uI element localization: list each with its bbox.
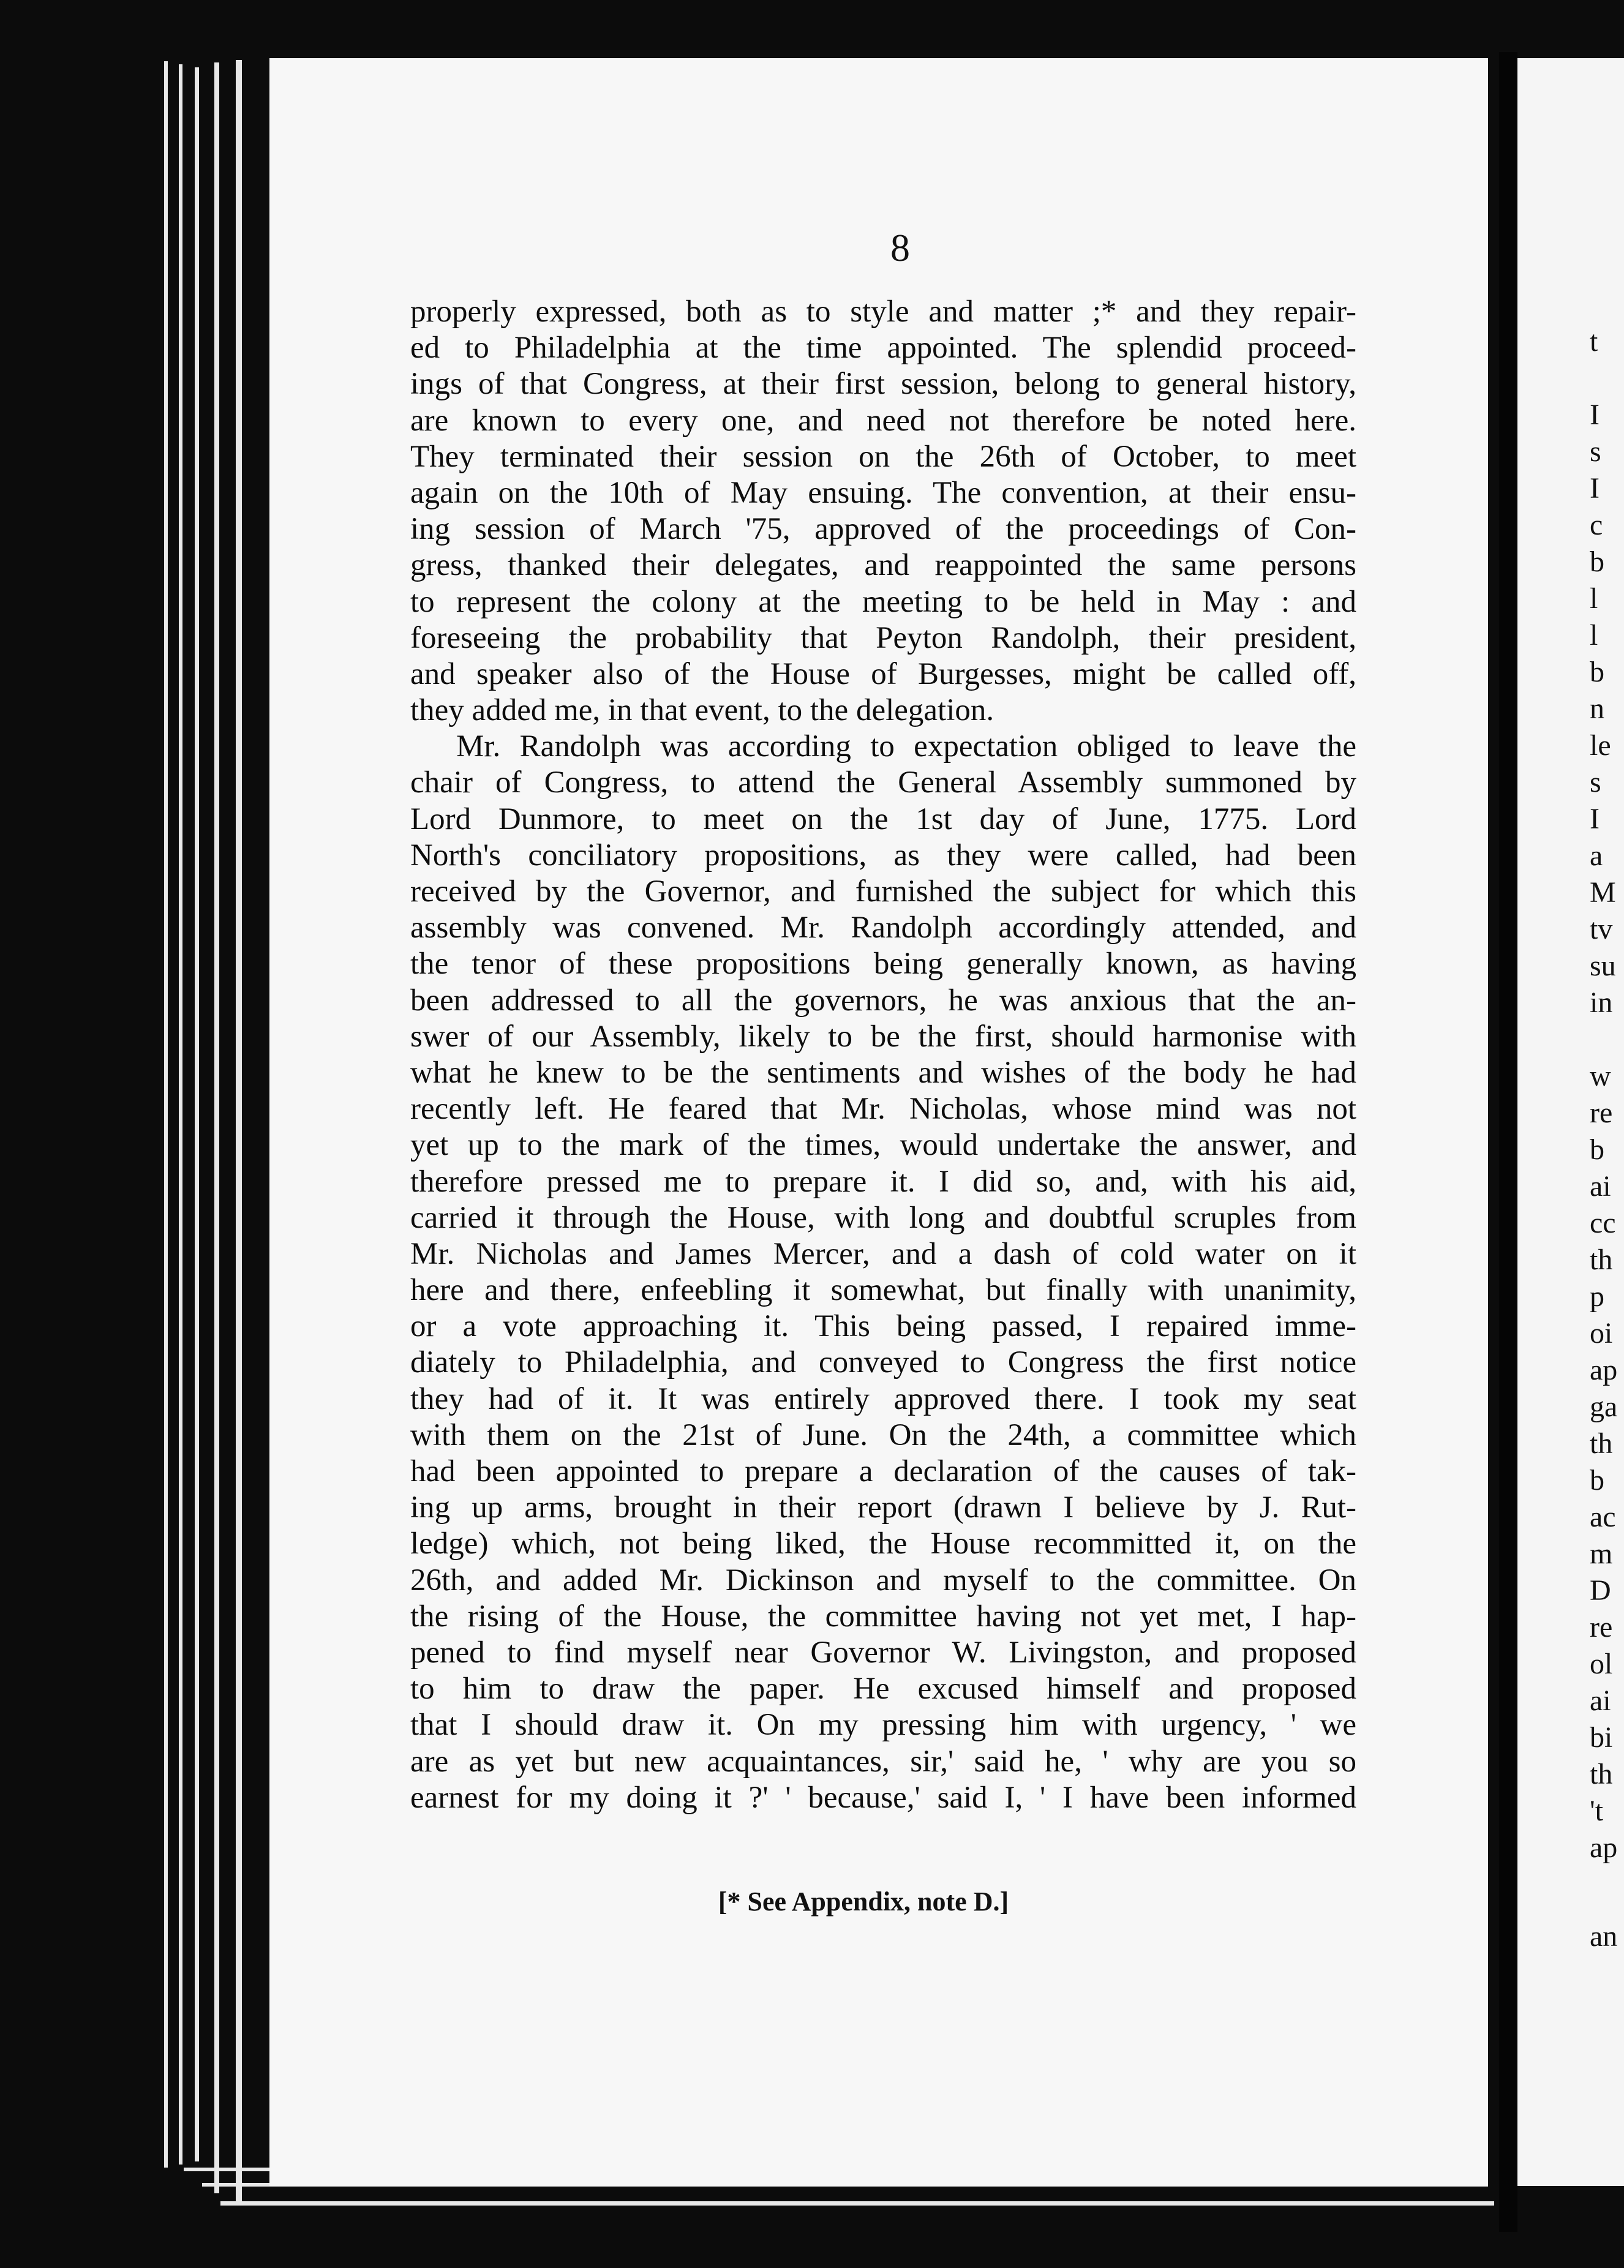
next-page-fragment: s — [1590, 435, 1601, 468]
page-gutter — [1499, 52, 1517, 2232]
text-line: ing session of March '75, approved of the proceedings of Con- — [410, 512, 1356, 547]
text-line: ed to Philadelphia at the time appointed. The splendid proceed- — [410, 331, 1356, 366]
text-line: chair of Congress, to attend the General Assembly summoned by — [410, 765, 1356, 800]
next-page-fragment: an — [1590, 1920, 1618, 1953]
next-page-fragment: b — [1590, 656, 1604, 688]
next-page-fragment: M — [1590, 876, 1616, 909]
next-page-fragment: I — [1590, 803, 1600, 835]
text-line: had been appointed to prepare a declaration of the causes of tak- — [410, 1454, 1356, 1489]
next-page-fragment: c — [1590, 509, 1603, 541]
next-page-fragment: ai — [1590, 1170, 1611, 1203]
text-line: gress, thanked their delegates, and reappointed the same persons — [410, 548, 1356, 583]
text-line: assembly was convened. Mr. Randolph accordingly attended, and — [410, 911, 1356, 945]
next-page-fragment: n — [1590, 693, 1604, 725]
text-line: Mr. Randolph was according to expectation obliged to leave the — [456, 729, 1356, 764]
next-page-fragment: th — [1590, 1758, 1613, 1790]
text-line: ings of that Congress, at their first session, belong to general history, — [410, 367, 1356, 402]
page-edge — [179, 64, 182, 2165]
next-page-fragment: w — [1590, 1060, 1611, 1092]
text-line: recently left. He feared that Mr. Nicholas, whose mind was not — [410, 1092, 1356, 1127]
next-page-fragment: ac — [1590, 1501, 1616, 1533]
next-page-fragment: oi — [1590, 1317, 1613, 1350]
text-line: again on the 10th of May ensuing. The convention, at their ensu- — [410, 475, 1356, 510]
body-text — [410, 294, 1356, 1816]
footnote: [* See Appendix, note D.] — [718, 1887, 1009, 1917]
next-page-fragment: D — [1590, 1574, 1611, 1607]
next-page-fragment: 't — [1590, 1795, 1603, 1827]
text-line: the tenor of these propositions being generally known, as having — [410, 947, 1356, 982]
text-line: foreseeing the probability that Peyton Randolph, their president, — [410, 620, 1356, 655]
next-page-edge — [1517, 58, 1624, 2186]
next-page-fragment: le — [1590, 729, 1611, 762]
text-line: ing up arms, brought in their report (drawn I believe by J. Rut- — [410, 1490, 1356, 1525]
next-page-fragment: ai — [1590, 1684, 1611, 1717]
text-line: properly expressed, both as to style and matter ;* and they repair- — [410, 295, 1356, 329]
page-edge — [214, 62, 219, 2193]
next-page-fragment: ap — [1590, 1354, 1618, 1386]
next-page-fragment: re — [1590, 1611, 1613, 1643]
text-line: to represent the colony at the meeting to be held in May : and — [410, 584, 1356, 619]
next-page-fragment: I — [1590, 472, 1600, 505]
text-line: they had of it. It was entirely approved there. I took my seat — [410, 1381, 1356, 1416]
next-page-fragment: l — [1590, 582, 1598, 615]
next-page-fragment: re — [1590, 1097, 1613, 1129]
text-line: 26th, and added Mr. Dickinson and myself to the committee. On — [410, 1563, 1356, 1598]
next-page-fragment: th — [1590, 1427, 1613, 1460]
text-line: Lord Dunmore, to meet on the 1st day of June, 1775. Lord — [410, 802, 1356, 836]
next-page-fragment: t — [1590, 325, 1598, 358]
text-line: here and there, enfeebling it somewhat, but finally with unanimity, — [410, 1273, 1356, 1308]
next-page-fragment: tv — [1590, 913, 1613, 945]
next-page-fragment: I — [1590, 399, 1600, 431]
next-page-fragment: cc — [1590, 1207, 1616, 1239]
next-page-fragment: ga — [1590, 1391, 1618, 1423]
text-line: carried it through the House, with long and doubtful scruples from — [410, 1200, 1356, 1235]
text-line: received by the Governor, and furnished the subject for which this — [410, 874, 1356, 909]
text-line: that I should draw it. On my pressing him with urgency, ' we — [410, 1708, 1356, 1743]
text-line: yet up to the mark of the times, would undertake the answer, and — [410, 1128, 1356, 1163]
text-line: been addressed to all the governors, he was anxious that the an- — [410, 983, 1356, 1018]
text-line: They terminated their session on the 26th of October, to meet — [410, 439, 1356, 474]
text-line: ledge) which, not being liked, the House recommitted it, on the — [410, 1526, 1356, 1561]
text-line: North's conciliatory propositions, as they were called, had been — [410, 838, 1356, 873]
next-page-fragment: b — [1590, 1464, 1604, 1496]
next-page-fragment: b — [1590, 1133, 1604, 1166]
text-line: earnest for my doing it ?' ' because,' said I, ' I have been informed — [410, 1780, 1356, 1815]
text-line: are known to every one, and need not therefore be noted here. — [410, 403, 1356, 438]
next-page-fragment: m — [1590, 1538, 1613, 1570]
next-page-fragment: ol — [1590, 1648, 1613, 1680]
page-edge — [220, 2201, 1494, 2206]
text-line: Mr. Nicholas and James Mercer, and a dash of cold water on it — [410, 1236, 1356, 1271]
text-line: and speaker also of the House of Burgesses, might be called off, — [410, 656, 1356, 691]
next-page-fragment: in — [1590, 986, 1613, 1019]
next-page-fragment: b — [1590, 546, 1604, 578]
next-page-fragment: p — [1590, 1280, 1604, 1313]
next-page-fragment: a — [1590, 839, 1603, 872]
next-page-fragment: bi — [1590, 1721, 1613, 1754]
text-line: pened to find myself near Governor W. Livingston, and proposed — [410, 1635, 1356, 1670]
text-line: swer of our Assembly, likely to be the first, should harmonise with — [410, 1019, 1356, 1054]
text-line: therefore pressed me to prepare it. I did so, and, with his aid, — [410, 1164, 1356, 1199]
next-page-fragment: s — [1590, 766, 1601, 798]
text-line: they added me, in that event, to the delegation. — [410, 693, 994, 728]
page-number: 8 — [890, 226, 910, 269]
page-edge — [164, 61, 168, 2168]
next-page-fragment: su — [1590, 950, 1616, 982]
next-page-fragment: th — [1590, 1244, 1613, 1276]
text-line: are as yet but new acquaintances, sir,' said he, ' why are you so — [410, 1744, 1356, 1779]
page-edge — [195, 67, 199, 2161]
text-line: with them on the 21st of June. On the 24th, a committee which — [410, 1418, 1356, 1452]
page-edge — [236, 60, 242, 2203]
text-line: the rising of the House, the committee having not yet met, I hap- — [410, 1599, 1356, 1634]
text-line: to him to draw the paper. He excused himself and proposed — [410, 1672, 1356, 1707]
next-page-fragment: ap — [1590, 1831, 1618, 1864]
next-page-fragment: l — [1590, 619, 1598, 651]
text-line: diately to Philadelphia, and conveyed to Congress the first notice — [410, 1345, 1356, 1380]
text-line: or a vote approaching it. This being passed, I repaired imme- — [410, 1309, 1356, 1344]
text-line: what he knew to be the sentiments and wishes of the body he had — [410, 1055, 1356, 1090]
